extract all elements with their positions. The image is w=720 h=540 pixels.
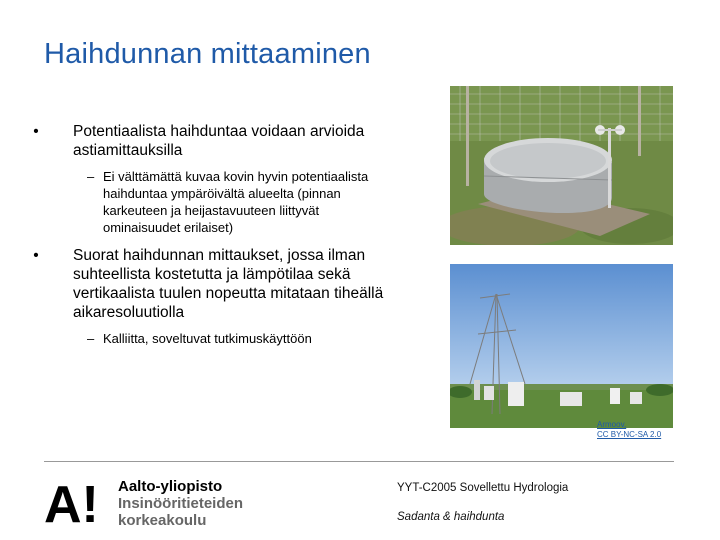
sub-bullet-1-text: Ei välttämättä kuvaa kovin hyvin potentiaalista haihduntaa ympäröivältä alueelta (pinnan karkeuteen ja heijastavuuteen liittyvät ominaisuudet erilaiset) [103, 169, 369, 235]
lecture-subtitle: Sadanta & haihdunta [397, 511, 505, 523]
logo-line-3: korkeakoulu [118, 512, 207, 528]
aalto-logo [44, 476, 259, 533]
logo-line-2: Insinööritieteiden [118, 495, 244, 512]
course-name: YYT-C2005 Sovellettu Hydrologia [397, 482, 569, 494]
image-credit-link[interactable] [597, 420, 661, 440]
eddy-covariance-tower-photo [450, 264, 673, 428]
sub-bullet-dash: – [87, 331, 95, 346]
evaporation-pan-photo [450, 86, 673, 245]
bullet-1-text: Potentiaalista haihduntaa voidaan arvioida astiamittauksilla [73, 123, 365, 159]
footer-divider [44, 461, 674, 462]
bullet-list [30, 122, 410, 357]
bullet-1 [30, 122, 410, 160]
sub-bullet-2 [30, 330, 393, 347]
logo-line-1: Aalto-yliopisto [118, 478, 223, 495]
credit-author[interactable]: Armoov, [597, 420, 627, 429]
sub-bullet-1 [30, 168, 393, 236]
bullet-2-text: Suorat haihdunnan mittaukset, jossa ilman suhteellista kostetutta ja lämpötilaa sekä vertikaalista tuulen nopeutta mitataan tiheällä aikaresoluutiolla [73, 247, 384, 321]
slide-title: Haihdunnan mittaaminen [44, 38, 371, 70]
bullet-dot: • [33, 123, 39, 140]
logo-mark: A! [44, 476, 99, 528]
sub-bullet-2-text: Kalliitta, soveltuvat tutkimuskäyttöön [103, 331, 312, 346]
sub-bullet-dash: – [87, 169, 95, 184]
bullet-dot: • [33, 247, 39, 264]
credit-license[interactable]: CC BY-NC-SA 2.0 [597, 430, 662, 439]
bullet-2 [30, 246, 410, 322]
